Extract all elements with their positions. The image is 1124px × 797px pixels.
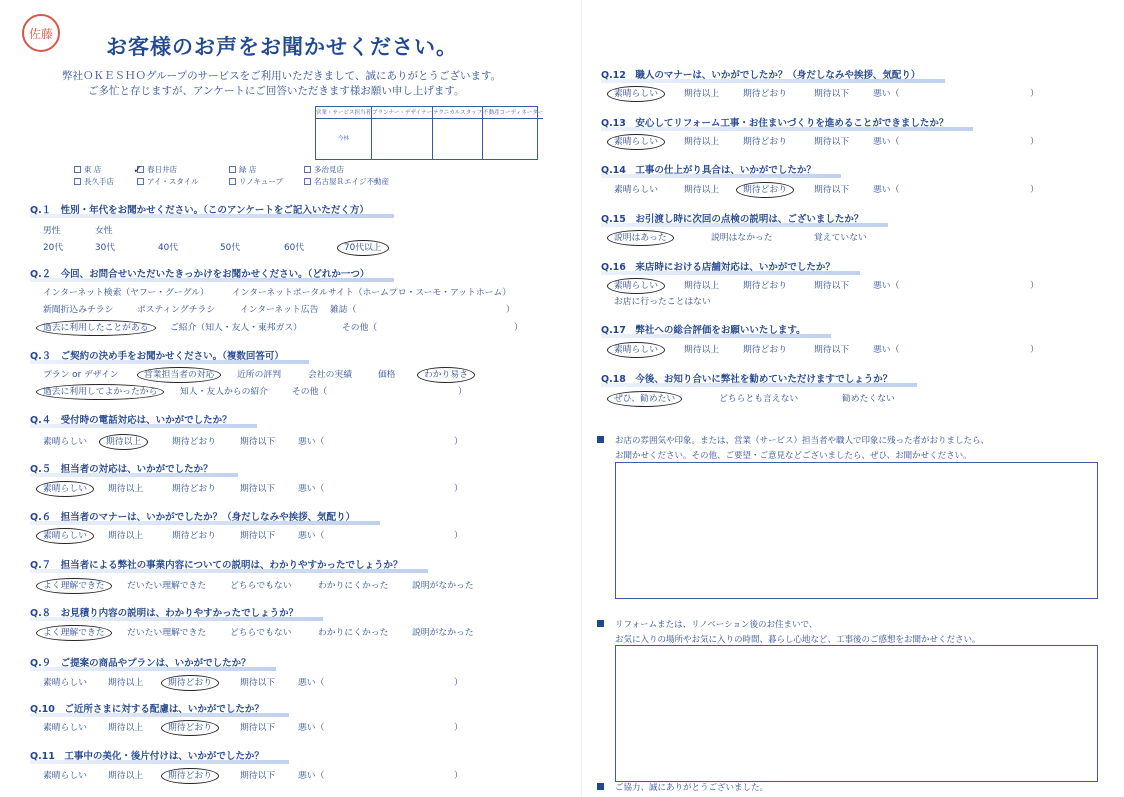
q6-option[interactable]: 期待以下 bbox=[240, 531, 276, 541]
q2-option[interactable]: その他（ bbox=[342, 323, 378, 333]
q14-option-selected[interactable]: 期待どおり bbox=[743, 182, 787, 195]
q11-option: ） bbox=[454, 771, 463, 781]
q11-option-selected[interactable]: 期待どおり bbox=[168, 768, 212, 781]
sales-name[interactable]: 今林 bbox=[316, 119, 372, 159]
q9-option[interactable]: 素晴らしい bbox=[43, 678, 87, 688]
page-gutter bbox=[581, 0, 582, 797]
staff-header: プランナー・デザイナー bbox=[372, 107, 433, 119]
q2-option[interactable]: ポスティングチラシ bbox=[137, 305, 216, 315]
bullet-icon bbox=[597, 436, 604, 443]
q2: Q.２ 今回、お問合せいただいたきっかけをお聞かせください。（どれか一つ） bbox=[30, 266, 369, 280]
q10-option-selected[interactable]: 期待どおり bbox=[168, 720, 212, 733]
q7-option[interactable]: どちらでもない bbox=[230, 581, 292, 591]
q4-option[interactable]: 素晴らしい bbox=[43, 437, 87, 447]
q3-option[interactable]: 価格 bbox=[378, 370, 396, 380]
reform-comment-box[interactable] bbox=[615, 645, 1098, 782]
q4-option[interactable]: 期待どおり bbox=[172, 437, 216, 447]
q16-option[interactable]: お店に行ったことはない bbox=[614, 297, 711, 307]
q13-option[interactable]: 悪い（ bbox=[873, 137, 900, 147]
q5-option: ） bbox=[454, 484, 463, 494]
q11-option[interactable]: 期待以下 bbox=[240, 771, 276, 781]
staff-cell[interactable] bbox=[372, 119, 433, 159]
q17-option-selected[interactable]: 素晴らしい bbox=[614, 342, 658, 355]
q12-option[interactable]: 期待どおり bbox=[743, 89, 787, 99]
branch-checkbox[interactable]: 緑 店 bbox=[229, 164, 256, 175]
q11-option[interactable]: 悪い（ bbox=[298, 771, 325, 781]
seal-stamp: 佐藤 bbox=[22, 14, 60, 52]
q2-option-selected[interactable]: 過去に利用したことがある bbox=[43, 320, 149, 333]
q17-option[interactable]: 期待以上 bbox=[684, 345, 720, 355]
q17-option: ） bbox=[1030, 345, 1039, 355]
q4-option[interactable]: 期待以下 bbox=[240, 437, 276, 447]
comment-prompt: リフォームまたは、リノベーション後のお住まいで、 bbox=[615, 620, 818, 630]
staff-cell[interactable] bbox=[483, 119, 543, 159]
q17: Q.17 弊社への総合評価をお願いいたします。 bbox=[601, 322, 806, 336]
q2-option: ） bbox=[514, 323, 523, 333]
comment-prompt: お聞かせください。その他、ご要望・ご意見などございましたら、ぜひ、お聞かせください。 bbox=[615, 451, 972, 461]
q5-option[interactable]: 期待以上 bbox=[108, 484, 144, 494]
q7-option[interactable]: わかりにくかった bbox=[318, 581, 389, 591]
bullet-icon bbox=[597, 783, 604, 790]
branch-checkbox[interactable]: 東 店 bbox=[74, 164, 101, 175]
staff-table bbox=[315, 106, 544, 160]
q12-option[interactable]: 期待以上 bbox=[684, 89, 720, 99]
q2-option[interactable]: インターネット広告 bbox=[240, 305, 319, 315]
q10-option[interactable]: 期待以下 bbox=[240, 723, 276, 733]
staff-header: 営業・サービス担当者 bbox=[316, 107, 372, 119]
q12-option[interactable]: 悪い（ bbox=[873, 89, 900, 99]
q9-option-selected[interactable]: 期待どおり bbox=[168, 675, 212, 688]
staff-header: テクニカルスタッフ bbox=[433, 107, 483, 119]
q2-option[interactable]: ご紹介（知人・友人・東邦ガス） bbox=[170, 323, 302, 333]
q3-option[interactable]: 会社の実績 bbox=[308, 370, 352, 380]
q18-option-selected[interactable]: ぜひ、勧めたい bbox=[614, 391, 675, 404]
q15-option[interactable]: 覚えていない bbox=[814, 233, 867, 243]
q2-option[interactable]: インターネットポータルサイト（ホームプロ・スーモ・アットホーム） bbox=[232, 288, 512, 298]
q7-option[interactable]: 説明がなかった bbox=[412, 581, 474, 591]
store-comment-box[interactable] bbox=[615, 462, 1098, 599]
q4: Q.４ 受付時の電話対応は、いかがでしたか？ bbox=[30, 412, 232, 426]
q16-option[interactable]: 期待どおり bbox=[743, 281, 787, 291]
q13: Q.13 安心してリフォーム工事・お住まいづくりを進めることができましたか？ bbox=[601, 115, 948, 129]
q10-option[interactable]: 素晴らしい bbox=[43, 723, 87, 733]
q7: Q.７ 担当者による弊社の事業内容についての説明は、わかりやすかったでしょうか？ bbox=[30, 557, 403, 571]
q2-option: ） bbox=[506, 305, 515, 315]
q1-option[interactable]: 20代 bbox=[43, 243, 63, 253]
q8-option-selected[interactable]: よく理解できた bbox=[43, 625, 105, 638]
q3-option[interactable]: その他（ bbox=[292, 387, 328, 397]
q13-option[interactable]: 期待どおり bbox=[743, 137, 787, 147]
q8-option[interactable]: 説明がなかった bbox=[412, 628, 474, 638]
q7-option[interactable]: だいたい理解できた bbox=[127, 581, 207, 591]
q2-option[interactable]: 新聞折込みチラシ bbox=[43, 305, 114, 315]
q11: Q.11 工事中の美化・後片付けは、いかがでしたか？ bbox=[30, 748, 264, 762]
q12-option-selected[interactable]: 素晴らしい bbox=[614, 86, 658, 99]
q12-option[interactable]: 期待以下 bbox=[814, 89, 850, 99]
q3-option: ） bbox=[458, 387, 467, 397]
q15: Q.15 お引渡し時に次回の点検の説明は、ございましたか？ bbox=[601, 211, 863, 225]
q9-option[interactable]: 期待以下 bbox=[240, 678, 276, 688]
q8: Q.８ お見積り内容の説明は、わかりやすかったでしょうか？ bbox=[30, 605, 298, 619]
q13-option-selected[interactable]: 素晴らしい bbox=[614, 134, 658, 147]
q3-option-selected[interactable]: 営業担当者の対応 bbox=[144, 367, 214, 380]
q16-option: ） bbox=[1030, 281, 1039, 291]
q14-option: ） bbox=[1030, 185, 1039, 195]
q15-option[interactable]: 説明はなかった bbox=[711, 233, 773, 243]
q18: Q.18 今後、お知り合いに弊社を勧めていただけますでしょうか？ bbox=[601, 371, 892, 385]
q14-option[interactable]: 素晴らしい bbox=[614, 185, 658, 195]
q5-option[interactable]: 期待どおり bbox=[172, 484, 216, 494]
q14-option[interactable]: 期待以上 bbox=[684, 185, 720, 195]
intro-text: 弊社ＯＫＥＳＨＯグループのサービスをご利用いただきまして、誠にありがとうございます。 bbox=[62, 70, 502, 82]
q3-option-selected[interactable]: 過去に利用してよかったから bbox=[43, 384, 157, 397]
q4-option-selected[interactable]: 期待以上 bbox=[106, 434, 141, 447]
q16-option[interactable]: 期待以上 bbox=[684, 281, 720, 291]
q14-option[interactable]: 期待以下 bbox=[814, 185, 850, 195]
q11-option[interactable]: 期待以上 bbox=[108, 771, 144, 781]
comment-prompt: お店の雰囲気や印象。または、営業（サービス）担当者や職人で印象に残った者がおりましたら、 bbox=[615, 436, 990, 446]
q3-option[interactable]: プラン or デザイン bbox=[43, 370, 119, 380]
branch-checkbox[interactable]: ✓ 春日井店 bbox=[137, 164, 177, 175]
q17-option[interactable]: 悪い（ bbox=[873, 345, 900, 355]
branch-checkbox[interactable]: アイ・スタイル bbox=[137, 176, 199, 187]
q2-option[interactable]: 雑誌（ bbox=[330, 305, 357, 315]
q1-option[interactable]: 60代 bbox=[284, 243, 304, 253]
q9-option: ） bbox=[454, 678, 463, 688]
q8-option[interactable]: だいたい理解できた bbox=[127, 628, 207, 638]
q5-option[interactable]: 期待以下 bbox=[240, 484, 276, 494]
branch-checkbox[interactable]: 名古屋Ｒエイジ不動産 bbox=[304, 176, 389, 187]
q17-option[interactable]: 期待以下 bbox=[814, 345, 850, 355]
q5: Q.５ 担当者の対応は、いかがでしたか？ bbox=[30, 461, 213, 475]
q6: Q.６ 担当者のマナーは、いかがでしたか？（身だしなみや挨拶、気配り） bbox=[30, 509, 355, 523]
q1: Q.１ 性別・年代をお聞かせください。（このアンケートをご記入いただく方） bbox=[30, 202, 369, 216]
q3-option[interactable]: 近所の評判 bbox=[237, 370, 281, 380]
q1-option[interactable]: 50代 bbox=[220, 243, 240, 253]
q8-option[interactable]: どちらでもない bbox=[230, 628, 292, 638]
q16-option[interactable]: 悪い（ bbox=[873, 281, 900, 291]
page-title: お客様のお声をお聞かせください。 bbox=[106, 35, 458, 59]
q6-option-selected[interactable]: 素晴らしい bbox=[43, 528, 87, 541]
q14: Q.14 工事の仕上がり具合は、いかがでしたか？ bbox=[601, 162, 816, 176]
q6-option[interactable]: 期待以上 bbox=[108, 531, 144, 541]
q16: Q.16 来店時における店舗対応は、いかがでしたか？ bbox=[601, 259, 835, 273]
q18-option[interactable]: 勧めたくない bbox=[842, 394, 895, 404]
q1-option-selected[interactable]: 70代以上 bbox=[344, 240, 382, 253]
q9: Q.９ ご提案の商品やプランは、いかがでしたか？ bbox=[30, 655, 251, 669]
q3-option-selected[interactable]: わかり易さ bbox=[424, 367, 468, 380]
q15-option-selected[interactable]: 説明はあった bbox=[614, 230, 667, 243]
branch-checkbox[interactable]: リノキューブ bbox=[229, 176, 283, 187]
q10-option: ） bbox=[454, 723, 463, 733]
staff-header: 不動産コーディネーター bbox=[483, 107, 543, 119]
q6-option[interactable]: 悪い（ bbox=[298, 531, 325, 541]
q16-option-selected[interactable]: 素晴らしい bbox=[614, 278, 658, 291]
q14-option[interactable]: 悪い（ bbox=[873, 185, 900, 195]
q3: Q.３ ご契約の決め手をお聞かせください。（複数回答可） bbox=[30, 348, 284, 362]
q1-option[interactable]: 40代 bbox=[158, 243, 178, 253]
q3-option[interactable]: 知人・友人からの紹介 bbox=[180, 387, 268, 397]
q2-option[interactable]: インターネット検索（ヤフー・グーグル） bbox=[43, 288, 209, 298]
q4-option[interactable]: 悪い（ bbox=[298, 437, 325, 447]
q18-option[interactable]: どちらとも言えない bbox=[719, 394, 799, 404]
q5-option-selected[interactable]: 素晴らしい bbox=[43, 481, 87, 494]
q12: Q.12 職人のマナーは、いかがでしたか？（身だしなみや挨拶、気配り） bbox=[601, 67, 920, 81]
q9-option[interactable]: 悪い（ bbox=[298, 678, 325, 688]
q13-option[interactable]: 期待以下 bbox=[814, 137, 850, 147]
q9-option[interactable]: 期待以上 bbox=[108, 678, 144, 688]
staff-cell[interactable] bbox=[433, 119, 483, 159]
q7-option-selected[interactable]: よく理解できた bbox=[43, 578, 105, 591]
q8-option[interactable]: わかりにくかった bbox=[318, 628, 389, 638]
q5-option[interactable]: 悪い（ bbox=[298, 484, 325, 494]
comment-prompt: お気に入りの場所やお気に入りの時間、暮らし心地など、工事後のご感想をお聞かせください。 bbox=[615, 635, 981, 645]
branch-checkbox[interactable]: 多治見店 bbox=[304, 164, 344, 175]
bullet-icon bbox=[597, 620, 604, 627]
q10: Q.10 ご近所さまに対する配慮は、いかがでしたか？ bbox=[30, 701, 264, 715]
q1-option[interactable]: 30代 bbox=[95, 243, 115, 253]
gender-option[interactable]: 女性 bbox=[95, 226, 113, 236]
q4-option: ） bbox=[454, 437, 463, 447]
q13-option: ） bbox=[1030, 137, 1039, 147]
intro-text: ご多忙と存じますが、アンケートにご回答いただきます様お願い申し上げます。 bbox=[88, 85, 465, 97]
q17-option[interactable]: 期待どおり bbox=[743, 345, 787, 355]
thank-you-text: ご協力、誠にありがとうございました。 bbox=[615, 783, 769, 793]
q6-option: ） bbox=[454, 531, 463, 541]
q13-option[interactable]: 期待以上 bbox=[684, 137, 720, 147]
q16-option[interactable]: 期待以下 bbox=[814, 281, 850, 291]
q10-option[interactable]: 悪い（ bbox=[298, 723, 325, 733]
gender-option[interactable]: 男性 bbox=[43, 226, 61, 236]
q6-option[interactable]: 期待どおり bbox=[172, 531, 216, 541]
q11-option[interactable]: 素晴らしい bbox=[43, 771, 87, 781]
q12-option: ） bbox=[1030, 89, 1039, 99]
q10-option[interactable]: 期待以上 bbox=[108, 723, 144, 733]
branch-checkbox[interactable]: 長久手店 bbox=[74, 176, 114, 187]
